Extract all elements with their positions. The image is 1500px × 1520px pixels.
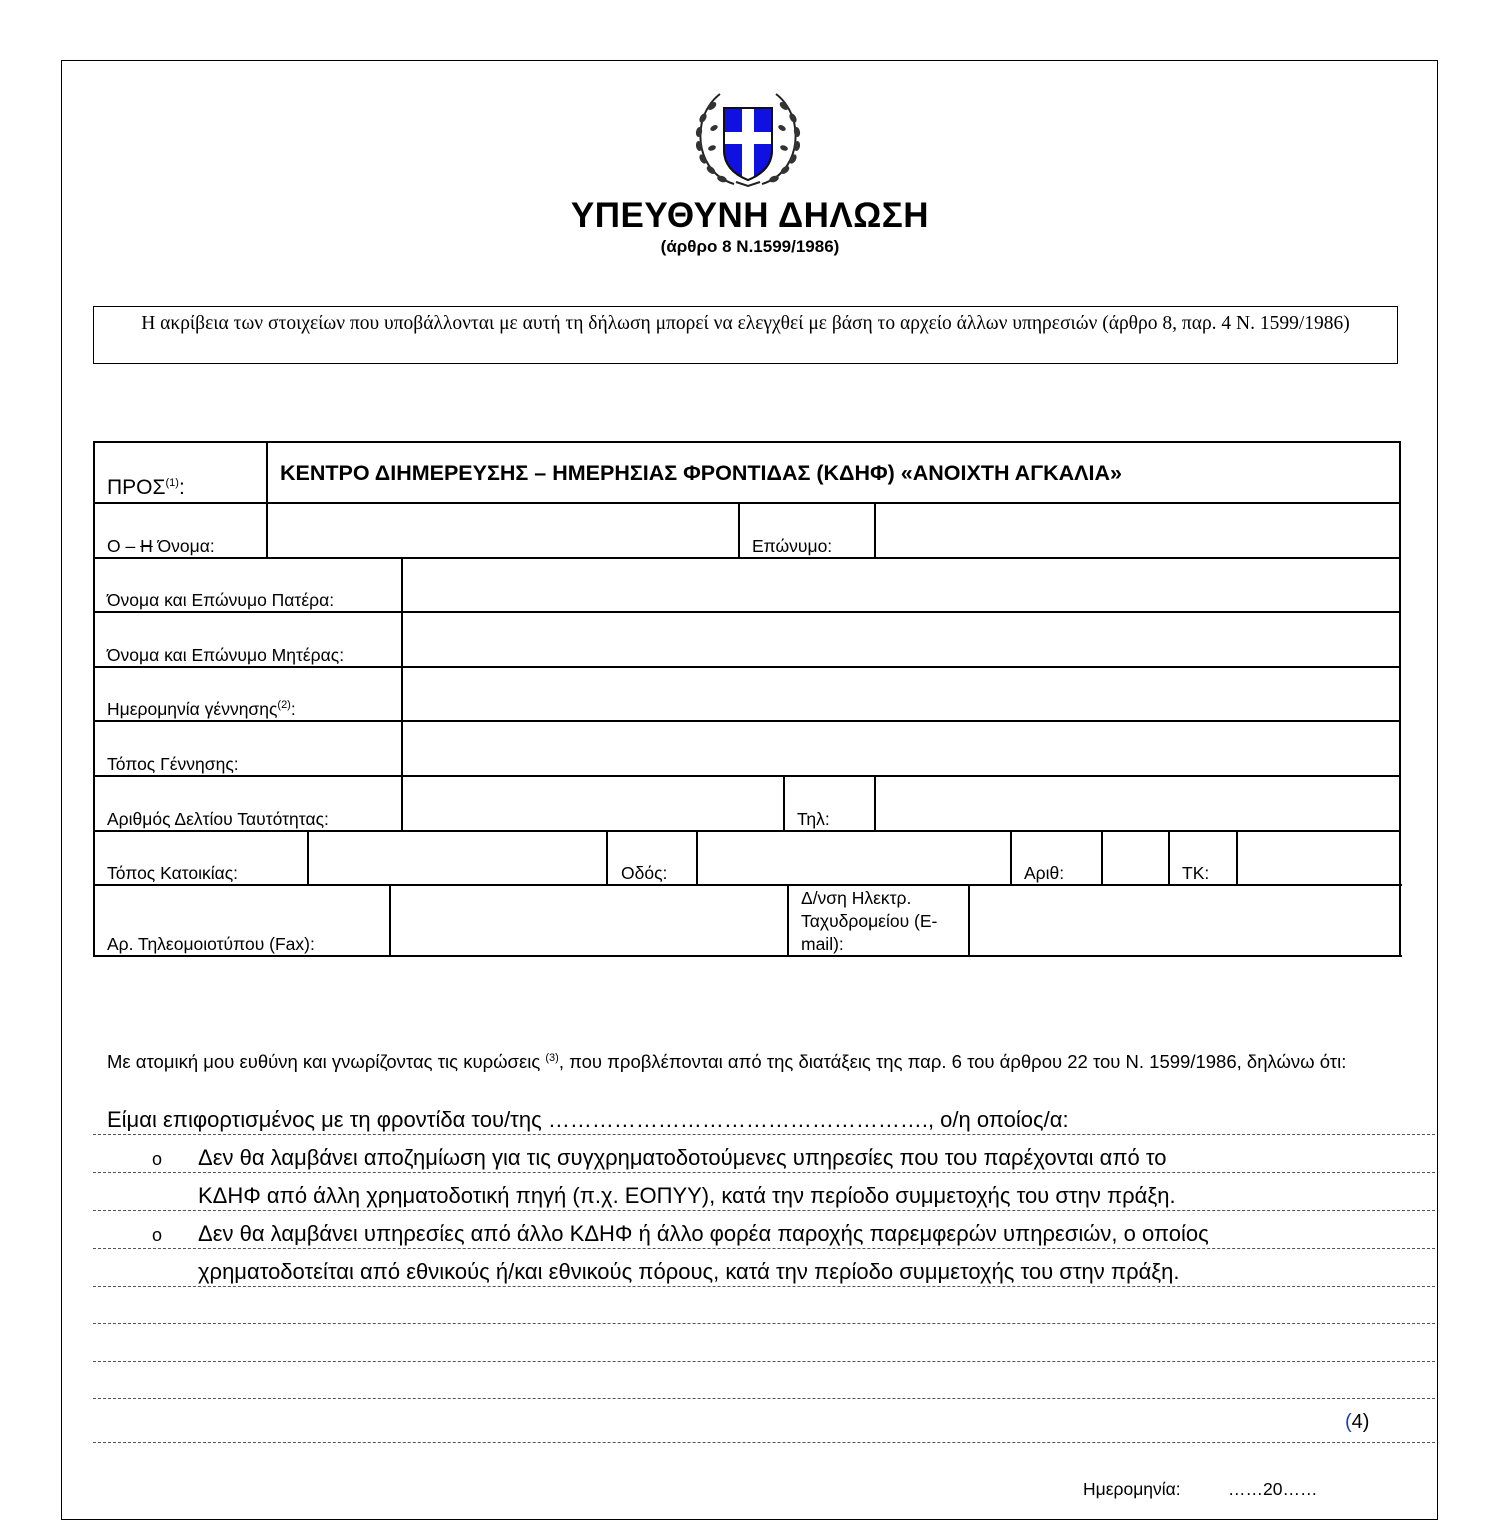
mother-name-field[interactable]: [403, 613, 1399, 666]
street-label: Οδός:: [621, 863, 668, 883]
street-number-label: Αριθ:: [1024, 863, 1065, 883]
bullet-marker: o: [152, 1149, 163, 1169]
phone-field[interactable]: [876, 777, 1399, 830]
mother-name-label: Όνομα και Επώνυμο Μητέρας:: [107, 645, 345, 665]
father-name-label: Όνομα και Επώνυμο Πατέρα:: [107, 590, 335, 610]
surname-field[interactable]: [876, 504, 1399, 557]
residence-field[interactable]: [309, 832, 606, 884]
recipient-label: ΠΡΟΣ$^{(1)}$:: [107, 476, 185, 499]
street-field[interactable]: [698, 832, 1010, 884]
dotted-line: [93, 1398, 1435, 1399]
greek-coat-of-arms-icon: [690, 88, 806, 192]
document-subtitle: (άρθρο 8 Ν.1599/1986): [660, 237, 840, 256]
bullet-1-line-2: ΚΔΗΦ από άλλη χρηματοδοτική πηγή (π.χ. ΕΟΠΥΥ), κατά την περίοδο συμμετοχής του στην πράξη.: [198, 1183, 1176, 1208]
birthplace-field[interactable]: [403, 722, 1399, 775]
street-number-field[interactable]: [1103, 832, 1168, 884]
declaration-line: Είμαι επιφορτισμένος με τη φροντίδα του/της ……………………………………………., ο/η οποίος/α:: [107, 1107, 1069, 1132]
bullet-2-line-1: Δεν θα λαμβάνει υπηρεσίες από άλλο ΚΔΗΦ ή άλλο φορέα παροχής παρεμφερών υπηρεσιών, ο οποίος: [198, 1221, 1209, 1246]
dotted-line: [93, 1172, 1435, 1173]
dotted-line: [93, 1134, 1435, 1135]
email-label: Δ/νση Ηλεκτρ. Ταχυδρομείου (E-mail):: [801, 888, 938, 954]
declaration-intro: Με ατομική μου ευθύνη και γνωρίζοντας τις κυρώσεις $^{(3)}$, που προβλέπονται από της διατάξεις της παρ. 6 του άρθρου 22 του Ν. 1599/1986, δηλώνω ότι:: [107, 1051, 1347, 1073]
surname-label: Επώνυμο:: [752, 536, 833, 556]
first-name-label: Ο – Η Όνομα:: [107, 536, 215, 556]
bullet-2-line-2: χρηματοδοτείται από εθνικούς ή/και εθνικούς πόρους, κατά την περίοδο συμμετοχής του στην πράξη.: [198, 1259, 1180, 1284]
first-name-field[interactable]: [268, 504, 738, 557]
dotted-line: [93, 1210, 1435, 1211]
phone-label: Τηλ:: [797, 809, 830, 829]
birthplace-label: Τόπος Γέννησης:: [107, 754, 239, 774]
date-label: Ημερομηνία:: [1083, 1479, 1181, 1499]
fax-label: Αρ. Τηλεομοιοτύπου (Fax):: [107, 934, 315, 954]
bullet-1-line-1: Δεν θα λαμβάνει αποζημίωση για τις συγχρηματοδοτούμενες υπηρεσίες που του παρέχονται από το: [198, 1145, 1167, 1170]
document-title: ΥΠΕΥΘΥΝΗ ΔΗΛΩΣΗ: [570, 196, 930, 235]
dotted-line: [93, 1286, 1435, 1287]
dotted-line: [93, 1442, 1435, 1443]
id-number-label: Αριθμός Δελτίου Ταυτότητας:: [107, 809, 329, 829]
date-value: ……20……: [1228, 1479, 1318, 1499]
recipient-value: ΚΕΝΤΡΟ ΔΙΗΜΕΡΕΥΣΗΣ – ΗΜΕΡΗΣΙΑΣ ΦΡΟΝΤΙΔΑΣ (ΚΔΗΦ) «ΑΝΟΙΧΤΗ ΑΓΚΑΛΙΑ»: [280, 461, 1122, 485]
birthdate-field[interactable]: [403, 668, 1399, 720]
fax-field[interactable]: [391, 886, 787, 955]
residence-label: Τόπος Κατοικίας:: [107, 863, 239, 883]
dotted-line: [93, 1323, 1435, 1324]
email-field[interactable]: [970, 886, 1400, 955]
bullet-marker: o: [152, 1225, 163, 1245]
birthdate-label: Ημερομηνία γέννησης$^{(2)}$:: [107, 699, 296, 719]
dotted-line: [93, 1248, 1435, 1249]
dotted-line: [93, 1361, 1435, 1362]
postcode-label: ΤΚ:: [1182, 863, 1210, 883]
father-name-field[interactable]: [403, 559, 1399, 611]
postcode-field[interactable]: [1238, 832, 1399, 884]
footnote-reference: (4): [1345, 1411, 1370, 1433]
accuracy-notice: Η ακρίβεια των στοιχείων που υποβάλλονται με αυτή τη δήλωση μπορεί να ελεγχθεί με βάση το αρχείο άλλων υπηρεσιών (άρθρο 8, παρ. 4 Ν. 1599/1986): [93, 306, 1398, 364]
id-number-field[interactable]: [403, 777, 783, 830]
